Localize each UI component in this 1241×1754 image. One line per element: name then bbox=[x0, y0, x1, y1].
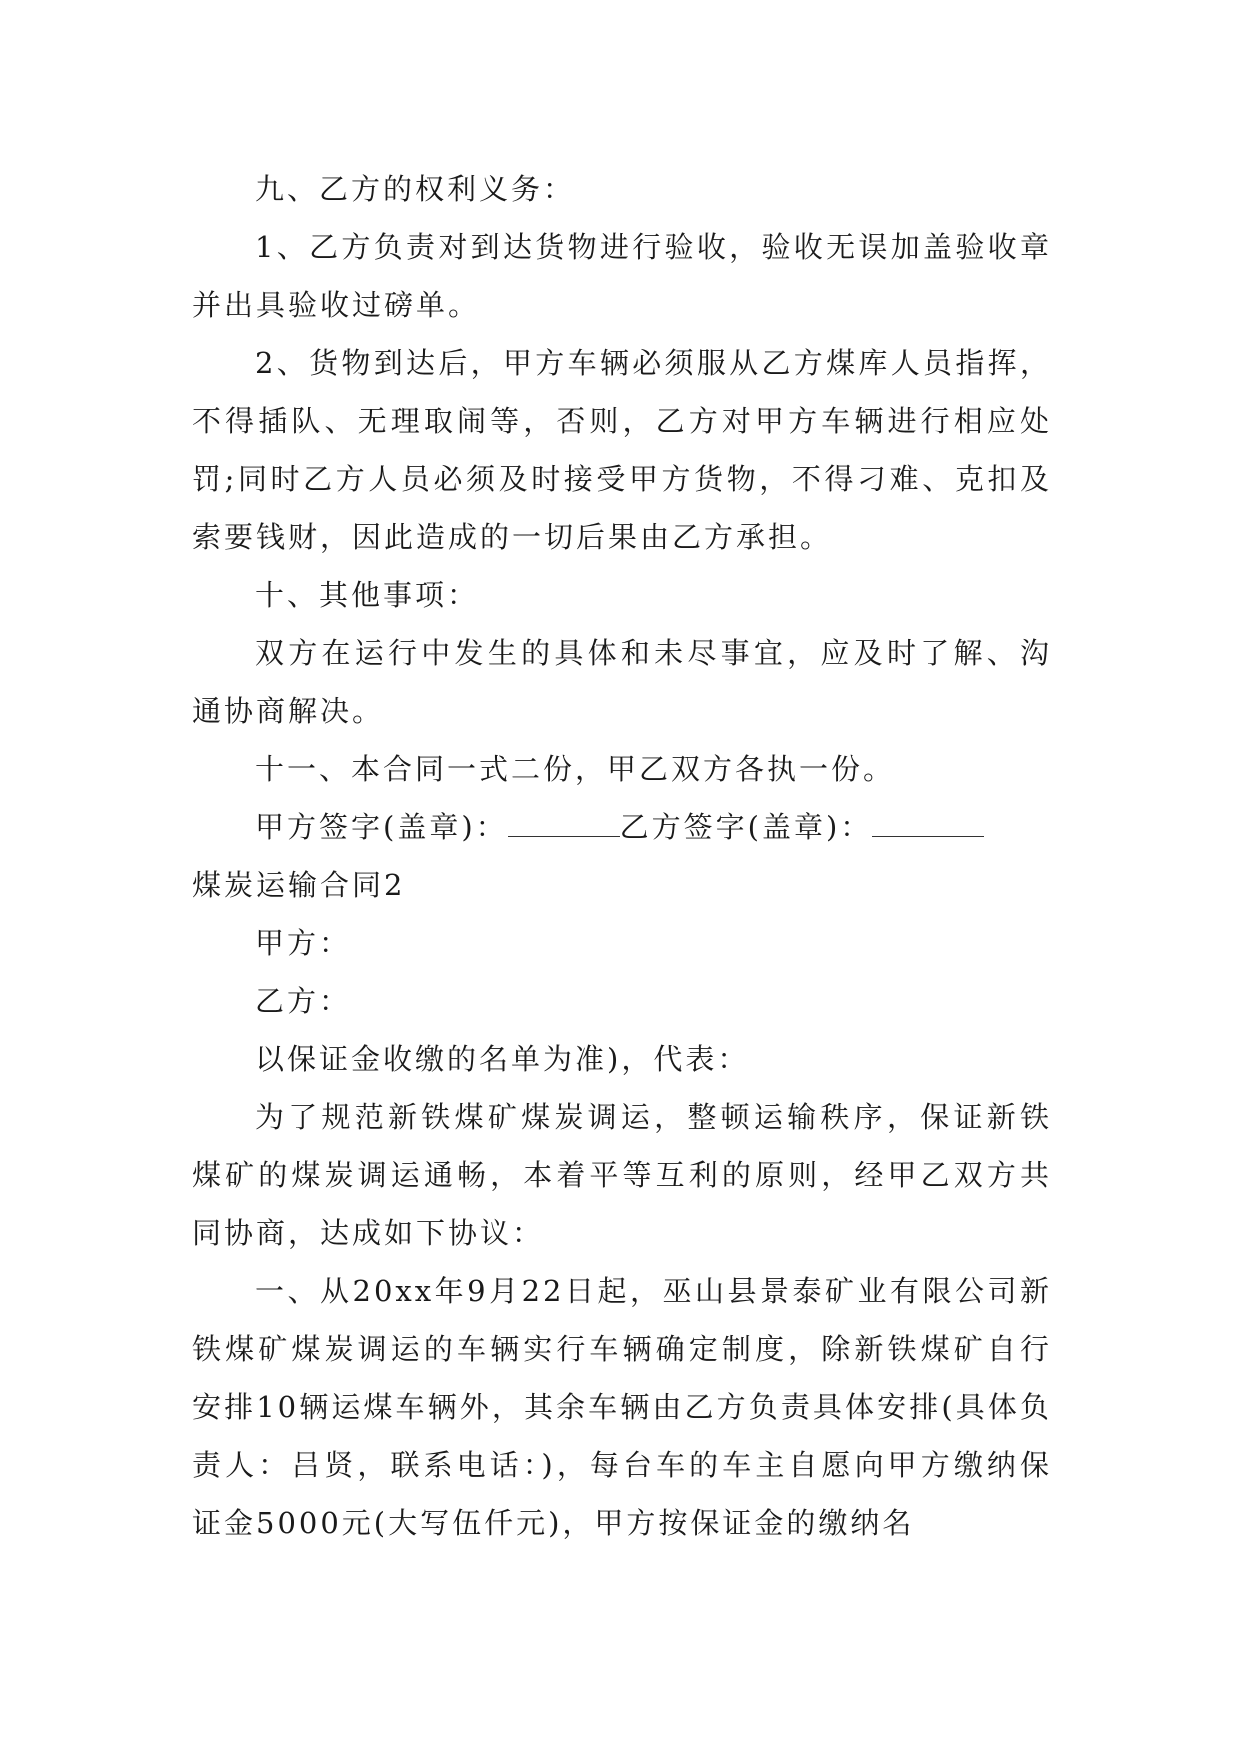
deposit-note: 以保证金收缴的名单为准)，代表： bbox=[255, 1042, 750, 1076]
party-a-label: 甲方： bbox=[255, 926, 352, 960]
party-a-signature-blank bbox=[508, 806, 620, 837]
section-ten-heading: 十、其他事项： bbox=[255, 578, 480, 612]
clause-10: 双方在运行中发生的具体和未尽事宜，应及时了解、沟通协商解决。 bbox=[192, 636, 1052, 728]
section-nine-heading: 九、乙方的权利义务： bbox=[255, 172, 576, 206]
clause-9-2: 2、货物到达后，甲方车辆必须服从乙方煤库人员指挥，不得插队、无理取闹等，否则，乙方对甲方车辆进行相应处罚;同时乙方人员必须及时接受甲方货物，不得刁难、克扣及索要钱财，因此造成的一切后果由乙方承担。 bbox=[192, 346, 1052, 554]
signature-line bbox=[192, 798, 1052, 856]
party-b-signature-label: 乙方签字(盖章)： bbox=[619, 810, 873, 844]
contract-2-title: 煤炭运输合同2 bbox=[192, 868, 406, 902]
contract-intro: 为了规范新铁煤矿煤炭调运，整顿运输秩序，保证新铁煤矿的煤炭调运通畅，本着平等互利的原则，经甲乙双方共同协商，达成如下协议： bbox=[192, 1100, 1052, 1250]
party-b-signature-blank bbox=[872, 806, 984, 837]
section-eleven: 十一、本合同一式二份，甲乙双方各执一份。 bbox=[255, 752, 896, 786]
party-a-signature-label: 甲方签字(盖章)： bbox=[255, 810, 508, 844]
document-body bbox=[192, 160, 1052, 1552]
party-b-label: 乙方： bbox=[255, 984, 352, 1018]
clause-one: 一、从20xx年9月22日起，巫山县景泰矿业有限公司新铁煤矿煤炭调运的车辆实行车辆确定制度，除新铁煤矿自行安排10辆运煤车辆外，其余车辆由乙方负责具体安排(具体负责人：吕贤，联系电话：)，每台车的车主自愿向甲方缴纳保证金5000元(大写伍仟元)，甲方按保证金的缴纳名 bbox=[192, 1274, 1052, 1540]
clause-9-1: 1、乙方负责对到达货物进行验收，验收无误加盖验收章并出具验收过磅单。 bbox=[192, 230, 1052, 322]
